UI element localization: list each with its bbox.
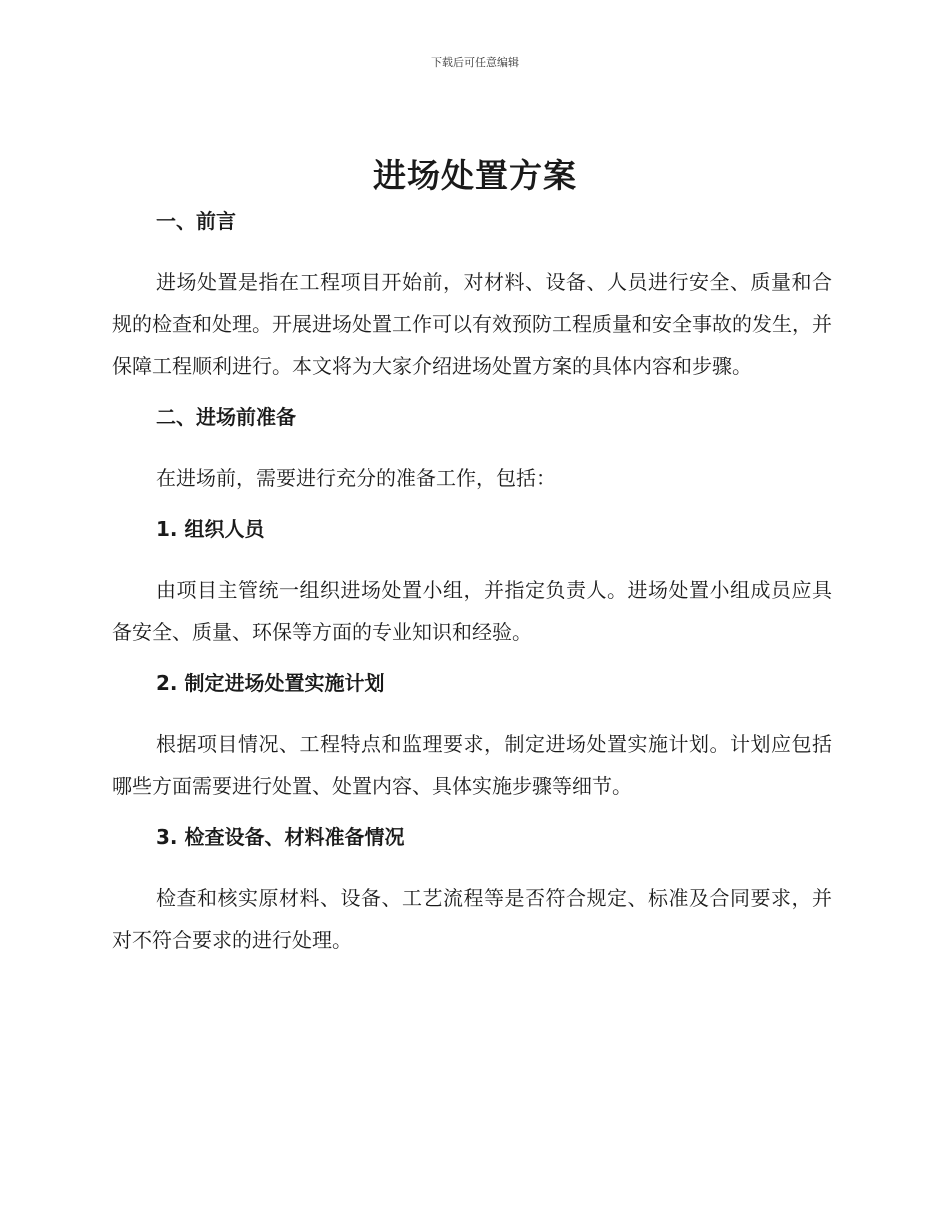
section-heading-preface: 一、前言 — [156, 209, 236, 233]
section-heading-implementation-plan: 2. 制定进场处置实施计划 — [156, 671, 385, 695]
section-heading-check-equipment: 3. 检查设备、材料准备情况 — [156, 825, 405, 849]
document-body — [112, 205, 832, 975]
section-heading-preparation: 二、进场前准备 — [156, 405, 296, 429]
section-heading-organize-staff: 1. 组织人员 — [156, 517, 265, 541]
section-paragraph-implementation-plan: 根据项目情况、工程特点和监理要求，制定进场处置实施计划。计划应包括哪些方面需要进行处置、处置内容、具体实施步骤等细节。 — [112, 732, 832, 798]
section-paragraph-preface: 进场处置是指在工程项目开始前，对材料、设备、人员进行安全、质量和合规的检查和处理。开展进场处置工作可以有效预防工程质量和安全事故的发生，并保障工程顺利进行。本文将为大家介绍进场处置方案的具体内容和步骤。 — [112, 270, 832, 378]
document-title: 进场处置方案 — [373, 156, 577, 195]
section-paragraph-organize-staff: 由项目主管统一组织进场处置小组，并指定负责人。进场处置小组成员应具备安全、质量、环保等方面的专业知识和经验。 — [112, 578, 832, 644]
section-paragraph-preparation: 在进场前，需要进行充分的准备工作，包括： — [156, 466, 556, 490]
header-note: 下载后可任意编辑 — [431, 56, 519, 69]
section-paragraph-check-equipment: 检查和核实原材料、设备、工艺流程等是否符合规定、标准及合同要求，并对不符合要求的进行处理。 — [112, 886, 832, 952]
